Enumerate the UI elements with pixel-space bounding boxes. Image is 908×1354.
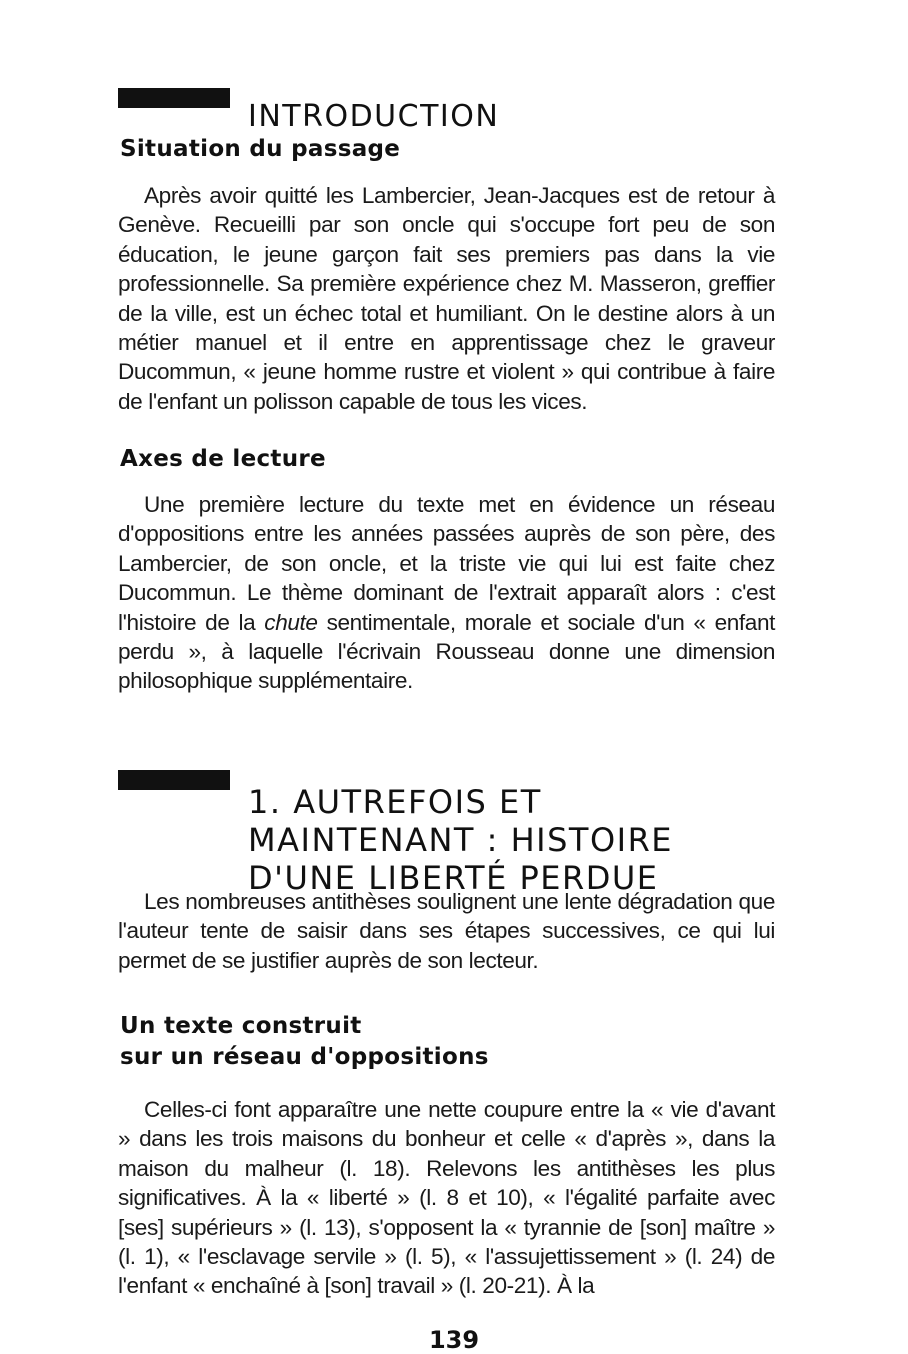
axes-heading: Axes de lecture: [120, 446, 326, 472]
axes-text-before: Une première lecture du texte met en évidence un réseau d'oppositions entre les années passées auprès de son père, des Lambercier, de son oncle, et la triste vie qui lui est faite chez Ducommun. Le thème dominant de l'extrait apparaît alors : c'est l'histoire de la: [118, 492, 775, 635]
part1-title: [248, 783, 788, 897]
section-bar: [118, 88, 230, 108]
oppositions-heading-line: sur un réseau d'oppositions: [120, 1044, 489, 1070]
introduction-title: INTRODUCTION: [248, 99, 500, 135]
axes-italic-word: chute: [264, 609, 318, 635]
section-bar: [118, 770, 230, 790]
part1-title-line: MAINTENANT : HISTOIRE: [248, 821, 674, 860]
situation-heading: Situation du passage: [120, 136, 401, 162]
part1-title-line: D'UNE LIBERTÉ PERDUE: [248, 859, 659, 898]
oppositions-heading: [120, 1011, 489, 1073]
oppositions-paragraph: Celles-ci font apparaître une nette coupure entre la « vie d'avant » dans les trois maisons du bonheur et celle « d'après », dans la maison du malheur (l. 18). Relevons les antithèses les plus significatives. À la « liberté » (l. 8 et 10), « l'égalité parfaite avec [ses] supérieurs » (l. 13), s'opposent la « tyrannie de [son] maître » (l. 1), « l'esclavage servile » (l. 5), « l'assujettissement » (l. 24) de l'enfant « enchaîné à [son] travail » (l. 20-21). À la: [118, 1097, 775, 1299]
situation-paragraph: Après avoir quitté les Lambercier, Jean-Jacques est de retour à Genève. Recueilli par son oncle qui s'occupe fort peu de son éducation, le jeune garçon fait ses premiers pas dans la vie professionnelle. Sa première expérience chez M. Masseron, greffier de la ville, est un échec total et humiliant. On le destine alors à un métier manuel et il entre en apprentissage chez le graveur Ducommun, « jeune homme rustre et violent » qui contribue à faire de l'enfant un polisson capable de tous les vices.: [118, 183, 775, 414]
part1-intro-paragraph: Les nombreuses antithèses soulignent une lente dégradation que l'auteur tente de saisir dans ses étapes successives, ce qui lui permet de se justifier auprès de son lecteur.: [118, 889, 775, 973]
axes-paragraph: [118, 490, 775, 696]
page-number: 139: [428, 1326, 480, 1354]
axes-text-after: sentimentale, morale et sociale d'un « enfant perdu », à laquelle l'écrivain Rousseau donne une dimension philosophique supplémentaire.: [118, 609, 775, 694]
oppositions-heading-line: Un texte construit: [120, 1013, 362, 1039]
part1-title-line: 1. AUTREFOIS ET: [248, 783, 542, 822]
